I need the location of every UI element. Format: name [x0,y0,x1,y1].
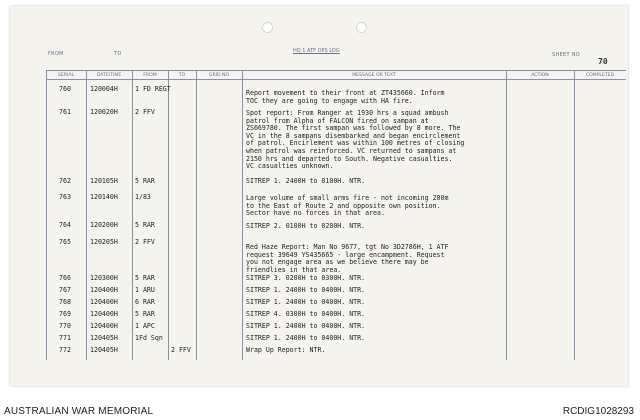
message-cell: SITREP 3. 0200H to 0300H. NTR. [246,274,366,282]
column-rule [574,70,575,360]
message-cell: SITREP 2. 0100H to 0200H. NTR. [246,222,366,230]
serial-cell: 764 [59,221,71,229]
serial-cell: 771 [59,334,71,342]
message-cell: Large volume of small arms fire - not incoming 200m to the East of Route 2 and opposite own position. Sector have no forces in that area. [246,194,449,218]
from-cell: 2 FFV [135,108,155,116]
punch-hole [356,22,367,33]
from-cell: 1/83 [135,193,151,201]
serial-cell: 760 [59,85,71,93]
message-cell: SITREP 1. 2400H to 0400H. NTR. [246,322,366,330]
institution-caption: AUSTRALIAN WAR MEMORIAL [4,406,154,417]
message-cell: SITREP 4. 0300H to 0400H. NTR. [246,310,366,318]
col-header-to: TO [178,73,186,78]
column-rule [132,70,133,360]
message-cell: Spot report: From Ranger at 1930 hrs a squad ambush patrol from Alpha of FALCON fired on sampan at ZS669780. The first sampan was followed by 8 more. The VC in the 8 sampans disembarked and began encirclement of patrol. Encirlement was within 100 metres of closing when patrol was reinforced. VC returned to sampans at 2150 hrs and departed to South. Negative casualties. VC casualties unknown. [246,109,465,171]
time-cell: 120105H [90,177,118,185]
col-header-date-time: DATE/TIME [96,73,122,78]
serial-cell: 765 [59,238,71,246]
serial-cell: 766 [59,274,71,282]
column-rule [196,70,197,360]
from-cell: 6 RAR [135,298,155,306]
time-cell: 120200H [90,221,118,229]
sheet-number: 70 [598,57,608,66]
column-rule [242,70,243,360]
message-cell: SITREP 1. 2400H to 0400H. NTR. [246,286,366,294]
header-rule [46,79,626,80]
col-header-grid-no: GRID NO [208,73,230,78]
sheet-no-label: SHEET NO [552,52,580,58]
col-header-serial: SERIAL [57,73,75,78]
punch-hole [262,22,273,33]
serial-cell: 762 [59,177,71,185]
catalogue-id: RCDIG1028293 [562,406,634,417]
from-cell: 1 ARU [135,286,155,294]
serial-cell: 768 [59,298,71,306]
from-cell: 1 FD REGT [135,85,171,93]
serial-cell: 767 [59,286,71,294]
log-sheet [10,6,628,386]
column-rule [86,70,87,360]
serial-cell: 772 [59,346,71,354]
column-rule [168,70,169,360]
time-cell: 120004H [90,85,118,93]
col-header-message: MESSAGE OR TEXT [352,73,396,78]
col-header-action: ACTION [531,73,549,78]
serial-cell: 761 [59,108,71,116]
message-cell: SITREP 1. 2400H to 0400H. NTR. [246,298,366,306]
message-cell: SITREP 1. 2400H to 0100H. NTR. [246,177,366,185]
from-cell: 1 APC [135,322,155,330]
time-cell: 120400H [90,298,118,306]
from-cell: 2 FFV [135,238,155,246]
col-header-completed: COMPLETED [585,73,615,78]
message-cell: SITREP 1. 2400H to 0400H. NTR. [246,334,366,342]
from-cell: 5 RAR [135,310,155,318]
time-cell: 120400H [90,286,118,294]
time-cell: 120300H [90,274,118,282]
from-cell: 5 RAR [135,221,155,229]
time-cell: 120140H [90,193,118,201]
column-rule [46,70,47,360]
time-cell: 120405H [90,334,118,342]
to-label: TO [114,51,122,57]
serial-cell: 770 [59,322,71,330]
message-cell: Report movement to their front at ZT435660. Inform TOC they are going to engage with HA fire. [246,89,445,105]
time-cell: 120020H [90,108,118,116]
from-cell: 5 RAR [135,177,155,185]
serial-cell: 769 [59,310,71,318]
table-top-rule [46,70,626,71]
from-label: FROM [48,51,64,57]
time-cell: 120400H [90,322,118,330]
log-table [46,70,626,360]
time-cell: 120405H [90,346,118,354]
serial-cell: 763 [59,193,71,201]
message-cell: Wrap Up Report: NTR. [246,346,326,354]
time-cell: 120400H [90,310,118,318]
time-cell: 120205H [90,238,118,246]
to-cell: 2 FFV [171,346,191,354]
message-cell: Red Haze Report: Man No 9677, tgt No 3D2786H, 1 ATF request 39649 YS435665 - large encampment. Request you not engage area as we believe there may be friendlies in that area. [246,243,449,274]
col-header-from: FROM [143,73,157,78]
from-cell: 1Fd Sqn [135,334,163,342]
from-cell: 5 RAR [135,274,155,282]
log-title: HQ 1 ATF OPS LOG [293,48,340,54]
